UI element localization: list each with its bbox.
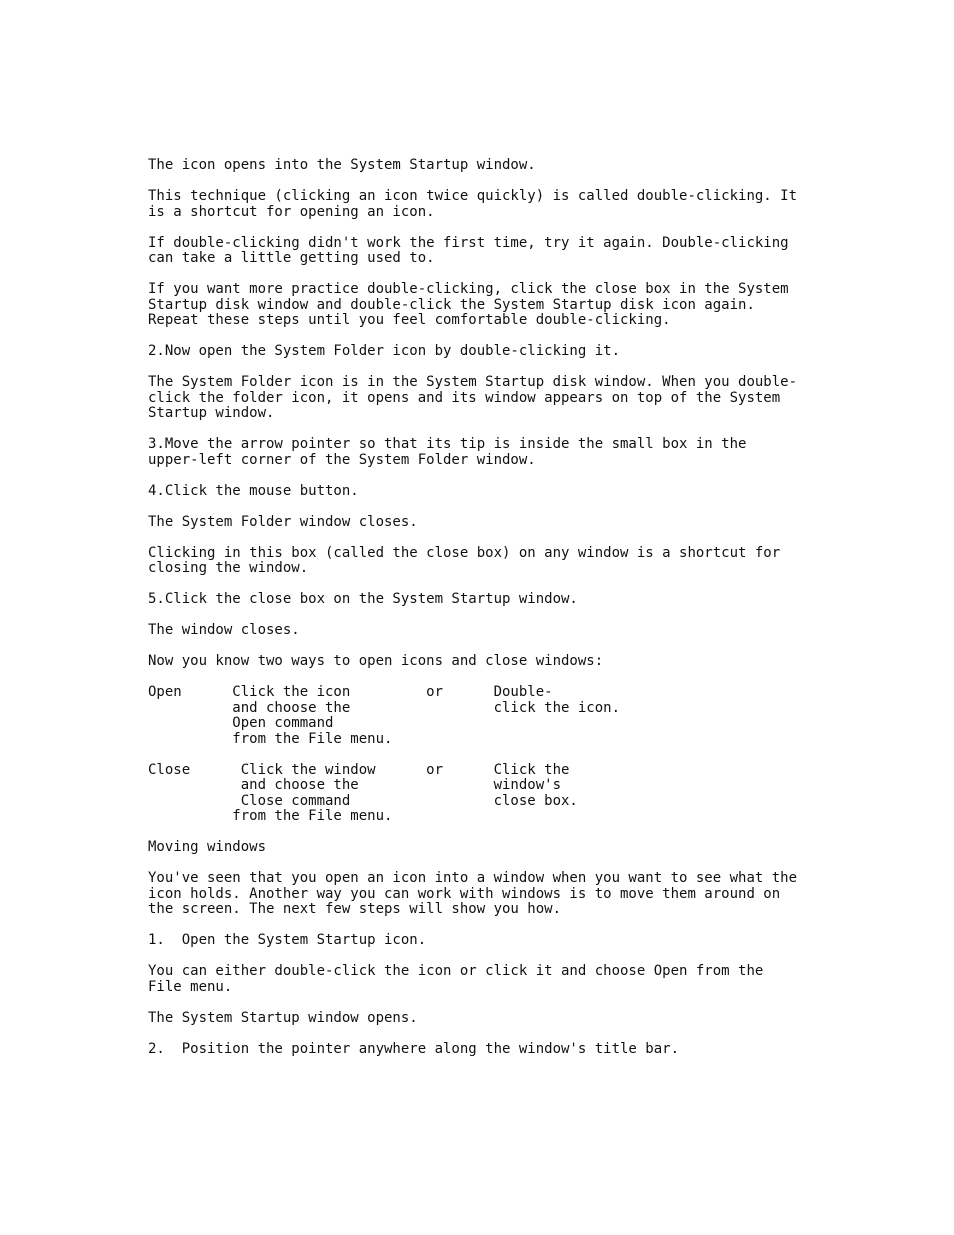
paragraph: Clicking in this box (called the close box) on any window is a shortcut for closing the window.: [148, 544, 781, 576]
step-4: 4.Click the mouse button.: [148, 482, 359, 499]
paragraph: This technique (clicking an icon twice quickly) is called double-clicking. It is a shortcut for opening an icon.: [148, 188, 798, 220]
paragraph: You can either double-click the icon or click it and choose Open from the File menu.: [148, 963, 764, 995]
step-1: 1. Open the System Startup icon.: [148, 932, 427, 948]
step-5: 5.Click the close box on the System Startup window.: [148, 591, 578, 607]
paragraph: If you want more practice double-clicking, click the close box in the System Startup disk window and double-click the System Startup disk icon again. Repeat these steps until you feel comfortable double-clicking.: [148, 281, 789, 328]
open-methods-table: Open Click the icon or Double- and choose the click the icon. Open command from the File menu.: [148, 684, 621, 747]
paragraph: You've seen that you open an icon into a window when you want to see what the icon holds. Another way you can work with windows is to move them around on the screen. The next few steps will show you how.: [148, 870, 798, 917]
section-heading: Moving windows: [148, 839, 267, 855]
close-methods-table: Close Click the window or Click the and choose the window's Close command close box. from the File menu.: [148, 761, 578, 824]
step-3: 3.Move the arrow pointer so that its tip is inside the small box in the upper-left corner of the System Folder window.: [148, 436, 747, 468]
paragraph: The window closes.: [148, 622, 300, 638]
document-page: [148, 158, 848, 1057]
paragraph: If double-clicking didn't work the first time, try it again. Double-clicking can take a little getting used to.: [148, 234, 789, 266]
paragraph: The System Folder icon is in the System Startup disk window. When you double- click the folder icon, it opens and its window appears on top of the System Startup window.: [148, 374, 798, 421]
paragraph: The System Startup window opens.: [148, 1009, 418, 1026]
step-2: 2.Now open the System Folder icon by double-clicking it.: [148, 343, 621, 359]
paragraph: The System Folder window closes.: [148, 513, 418, 530]
paragraph: Now you know two ways to open icons and close windows:: [148, 653, 604, 669]
step-2: 2. Position the pointer anywhere along the window's title bar.: [148, 1040, 680, 1057]
paragraph: The icon opens into the System Startup window.: [148, 157, 536, 173]
